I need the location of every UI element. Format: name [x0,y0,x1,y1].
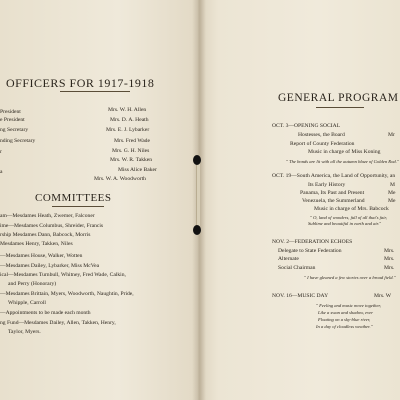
entry-line: Report of County Federation [290,141,355,147]
committee-line: —Mesdames Brittain, Myers, Woodworth, Naughtin, Pride, [0,291,134,297]
committee-line: —Appointments to be made each month [0,310,91,316]
officer-name: Mrs. D. A. Heath [110,117,149,123]
committee-line: ng Fund—Mesdames Dailey, Allen, Takken, Henry, [0,320,116,326]
committee-line: —Mesdames Dailey, Lybarker, Miss McVea [0,263,100,269]
entry-line: Its Early History [308,182,346,188]
officers-heading: OFFICERS FOR 1917-1918 [6,76,155,90]
committee-line: ime—Mesdames Columbus, Shreider, Francis [0,223,104,229]
entry-right-fragment: Mrs. W [374,293,391,299]
committee-line: Whipple, Carroll [8,300,46,306]
officer-name: Mrs. E. J. Lybarker [106,127,150,133]
committee-line: —Mesdames House, Walker, Wotten [0,253,83,259]
entry-date-title: OCT. 3—OPENING SOCIAL [272,123,341,129]
program-rule [316,107,364,108]
officer-name: Miss Alice Baker [118,167,157,173]
entry-line: Venezuela, the Summerland [302,198,365,204]
entry-line: Music in charge of Miss Koning [308,149,381,155]
entry-right-fragment: Mrs. [384,248,395,254]
officer-role: a [0,169,3,175]
entry-line: Social Chairman [278,265,316,271]
entry-line: Music in charge of Mrs. Babcock [314,206,389,212]
entry-right-fragment: Me [388,198,396,204]
entry-line: Panama, Its Past and Present [300,190,365,196]
officer-name: Mrs. W. H. Allen [108,107,147,113]
entry-quote: Floating on a sky-blue river, [318,317,371,322]
committee-line: Mesdames Henry, Takken, Niles [0,241,73,247]
committee-line: rship Mesdames Dann, Babcock, Morris [0,232,91,238]
program-heading: GENERAL PROGRAM [278,92,399,104]
binding-string [196,162,200,226]
entry-date-title: NOV. 2—FEDERATION ECHOES [272,239,353,245]
committee-line: Taylor, Myers. [8,329,41,335]
officer-role: nding Secretary [0,138,36,144]
entry-quote: " I have gleaned a few stories over a broad field." [304,275,396,280]
committee-line: am—Mesdames Heath, Zwemer, Falconer [0,213,95,219]
entry-line: Hostesses, the Board [298,132,345,138]
binding-hole-top [193,155,201,165]
entry-line: Alternate [278,256,299,262]
officer-role: r [0,149,2,155]
entry-right-fragment: Mrs. [384,256,395,262]
entry-right-fragment: M [390,182,395,188]
entry-date-title: OCT. 19—South America, the Land of Opportunity, an [272,173,396,179]
left-page [0,0,198,400]
officer-role: ng Secretary [0,127,29,133]
entry-quote: " The bonds are lit with all the autumn blaze of Golden Rod." [286,159,399,164]
officer-role: e President [0,117,25,123]
binding-hole-bottom [193,225,201,235]
committees-heading: COMMITTEES [35,192,112,204]
entry-right-fragment: Mrs. [384,265,395,271]
entry-quote: " O, land of wonders, full of all that's fair, [310,215,387,220]
entry-quote: Sublime and beautiful in earth and air." [308,221,382,226]
officer-role: President [0,109,21,115]
entry-right-fragment: Mr [388,132,395,138]
entry-quote: In a day of cloudless weather." [316,324,373,329]
right-page [198,0,400,400]
entry-quote: Like a swan and shadow, ever [318,310,374,315]
entry-line: Delegate to State Federation [278,248,342,254]
officer-name: Mrs. W. R. Takken [110,157,153,163]
entry-quote: " Feeling and music move together, [316,303,381,308]
committee-line: and Perry (Honorary) [8,281,57,287]
entry-right-fragment: Me [388,190,396,196]
entry-date-title: NOV. 16—MUSIC DAY [272,293,329,299]
committee-line: ical—Mesdames Turnbull, Whitney, Fred Wade, Calkin, [0,272,126,278]
officer-name: Mrs. W. A. Woodworth [94,176,146,182]
officer-name: Mrs. G. H. Niles [112,148,150,154]
committees-rule [52,206,104,207]
officers-rule [60,91,130,92]
officer-name: Mrs. Fred Wade [114,138,150,144]
